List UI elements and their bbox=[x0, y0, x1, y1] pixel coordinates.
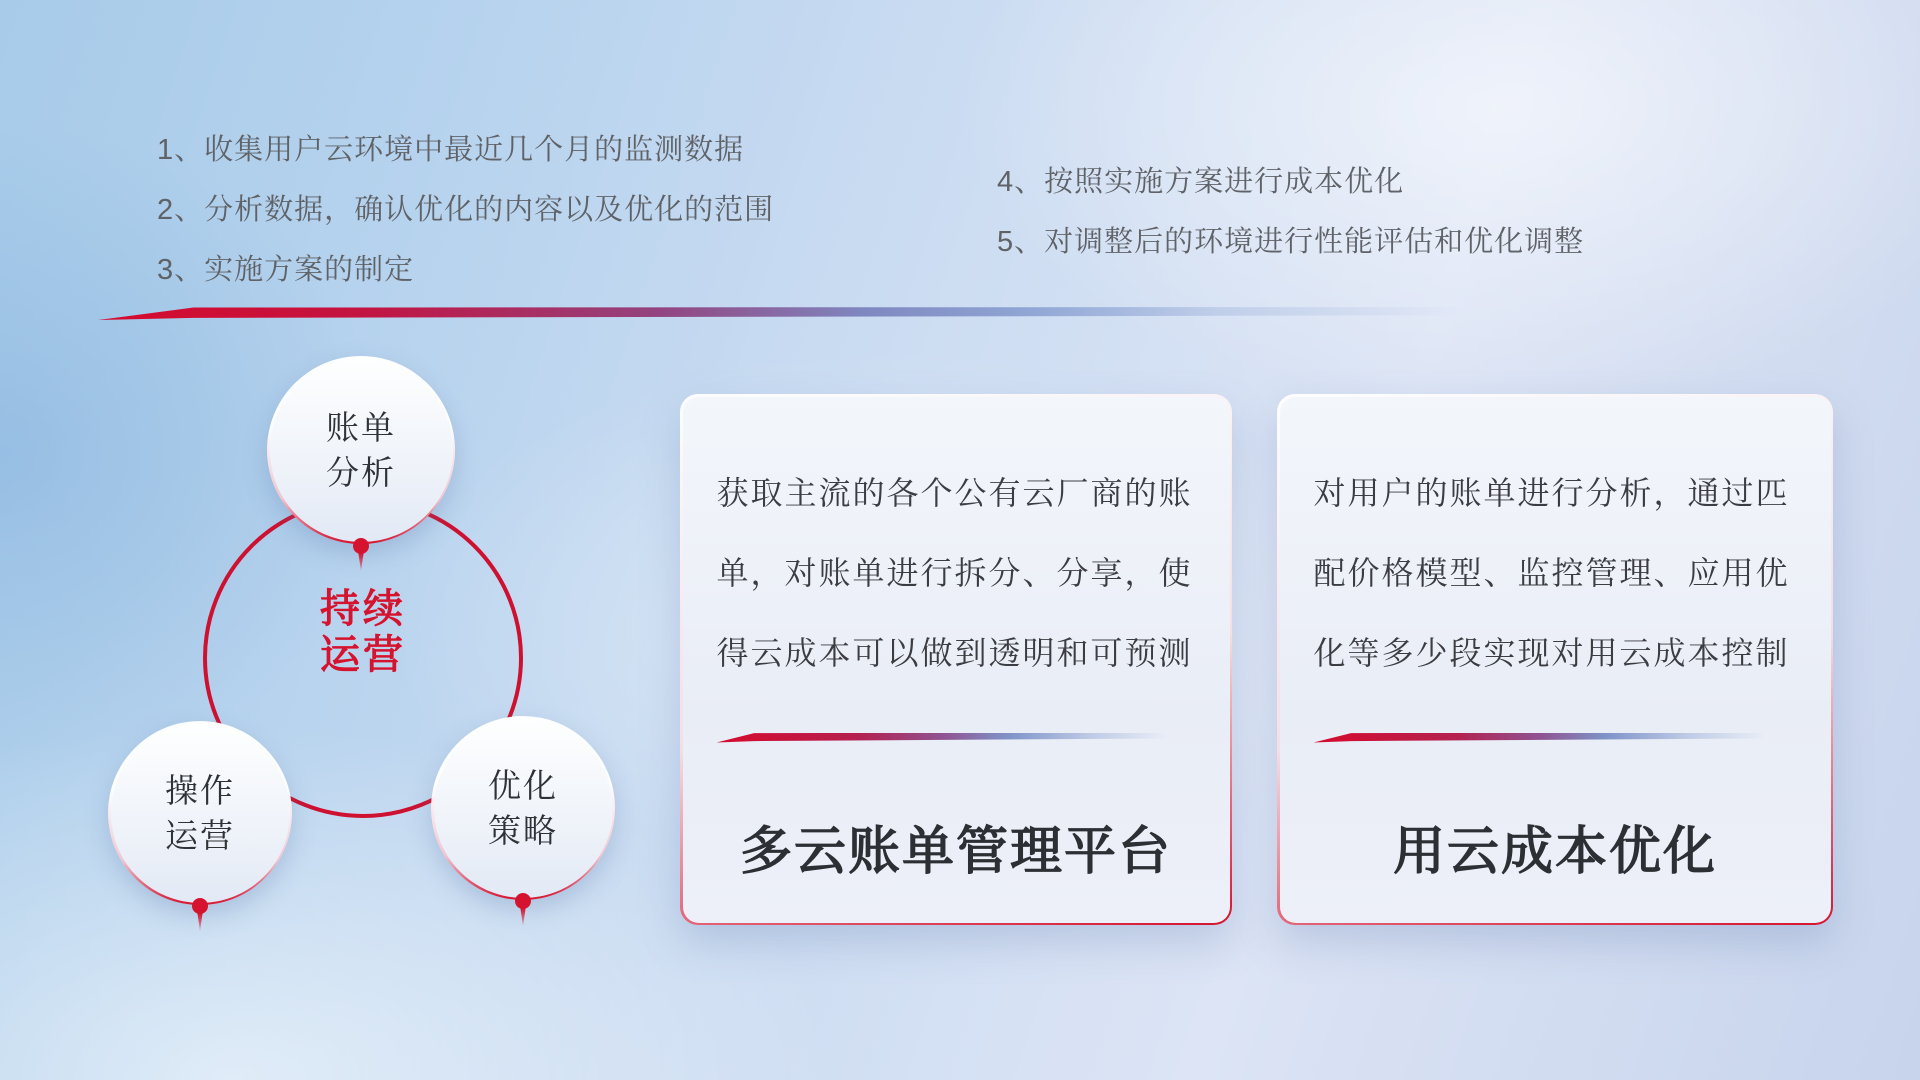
card-title: 用云成本优化 bbox=[1392, 822, 1717, 881]
node-label-line: 策略 bbox=[488, 812, 558, 849]
card-multicloud-billing bbox=[680, 394, 1232, 925]
process-steps-right bbox=[997, 152, 1584, 272]
cycle-center-label bbox=[203, 586, 523, 678]
connector-dot-icon bbox=[353, 538, 369, 554]
card-cloud-cost-optimization bbox=[1277, 394, 1833, 925]
card-body-text: 对用户的账单进行分析，通过匹配价格模型、监控管理、应用优化等多少段实现对用云成本控制 bbox=[1313, 474, 1790, 671]
node-label-line: 分析 bbox=[326, 454, 396, 491]
connector-tail-icon bbox=[197, 913, 203, 931]
cycle-center-line2: 运营 bbox=[320, 633, 406, 677]
step-1: 1、收集用户云环境中最近几个月的监测数据 bbox=[157, 134, 745, 166]
cycle-node-optimization-strategy bbox=[431, 716, 615, 900]
connector-tail-icon bbox=[520, 908, 526, 926]
step-4: 4、按照实施方案进行成本优化 bbox=[997, 166, 1405, 198]
process-steps-left bbox=[157, 120, 774, 300]
cycle-node-bill-analysis bbox=[267, 356, 455, 544]
node-label-line: 账单 bbox=[326, 409, 396, 446]
card-body-text: 获取主流的各个公有云厂商的账单，对账单进行拆分、分享，使得云成本可以做到透明和可预测 bbox=[716, 474, 1193, 671]
node-label-line: 优化 bbox=[488, 767, 558, 804]
connector-dot-icon bbox=[192, 898, 208, 914]
node-label-line: 操作 bbox=[165, 772, 235, 809]
step-5: 5、对调整后的环境进行性能评估和优化调整 bbox=[997, 226, 1585, 258]
cycle-center-line1: 持续 bbox=[320, 587, 406, 631]
connector-dot-icon bbox=[515, 893, 531, 909]
card-swoosh-divider bbox=[1314, 733, 1784, 743]
main-swoosh-divider bbox=[98, 307, 1568, 320]
step-2: 2、分析数据，确认优化的内容以及优化的范围 bbox=[157, 194, 775, 226]
card-swoosh-divider bbox=[717, 733, 1187, 743]
node-label-line: 运营 bbox=[165, 817, 235, 854]
cycle-node-operation bbox=[108, 721, 292, 905]
step-3: 3、实施方案的制定 bbox=[157, 254, 415, 286]
card-title: 多云账单管理平台 bbox=[739, 822, 1172, 881]
